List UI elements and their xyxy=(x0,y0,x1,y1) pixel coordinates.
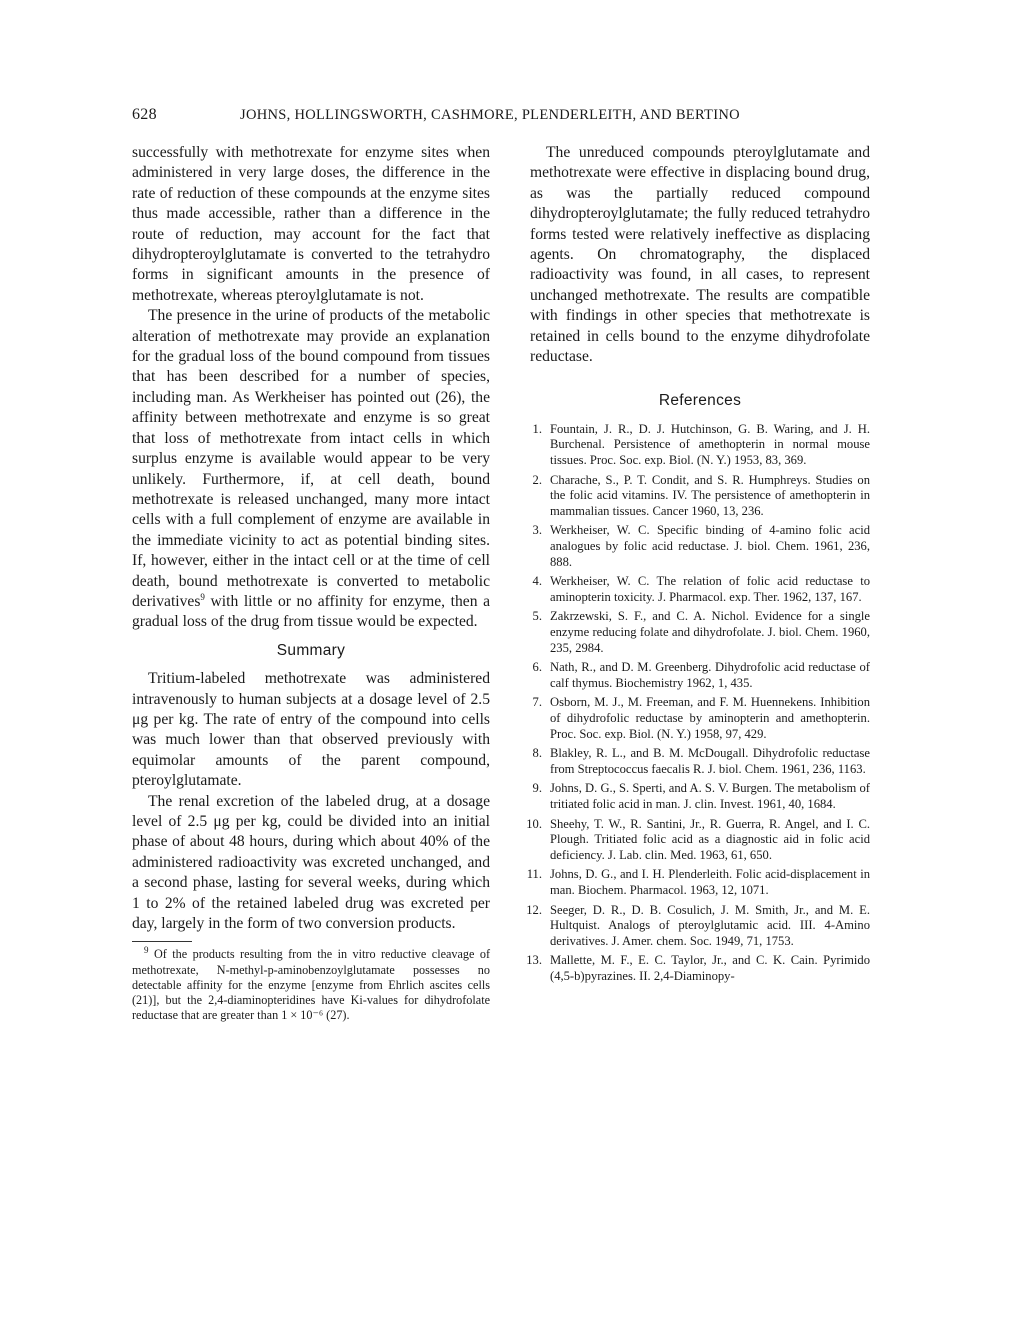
reference-text: Werkheiser, W. C. Specific binding of 4-amino folic acid analogues by folic acid reductase. J. biol. Chem. 1961, 236, 888. xyxy=(550,523,870,569)
reference-text: Johns, D. G., and I. H. Plenderleith. Folic acid-displacement in man. Biochem. Pharmacol. 1963, 12, 1071. xyxy=(550,867,870,897)
body-paragraph: successfully with methotrexate for enzyme sites when administered in very large doses, the difference in the rate of reduction of these compounds at the enzyme sites thus made accessible, rather than a difference in the route of reduction, may account for the fact that dihydropteroylglutamate is converted to the tetrahydro forms in significant amounts in the presence of methotrexate, whereas pteroylglutamate is not. xyxy=(132,144,490,304)
reference-item xyxy=(526,953,870,984)
reference-text: Johns, D. G., S. Sperti, and A. S. V. Burgen. The metabolism of tritiated folic acid in man. J. clin. Invest. 1961, 40, 1684. xyxy=(550,781,870,811)
references-heading: References xyxy=(658,392,742,410)
reference-number: 1. xyxy=(532,421,542,436)
summary-paragraph: Tritium-labeled methotrexate was administered intravenously to human subjects at a dosage level of 2.5 μg per kg. The rate of entry of the compound into cells was much lower than that observed previously with equimolar amounts of the parent compound, pteroylglutamate. xyxy=(132,670,490,790)
footnote xyxy=(132,947,490,1023)
footnote-marker: 9 xyxy=(144,945,149,956)
summary-paragraph: The renal excretion of the labeled drug, at a dosage level of 2.5 μg per kg, could be divided into an initial phase of about 48 hours, during which about 40% of the administered radioactivity was excreted unchanged, and a second phase, lasting for several weeks, during which 1 to 2% of the retained labeled drug was excreted per day, largely in the form of two conversion products. xyxy=(132,792,490,933)
left-column xyxy=(132,143,490,1023)
footnote-text: Of the products resulting from the in vitro reductive cleavage of methotrexate, N-methyl-p-aminobenzoylglutamate possesses no detectable affinity for the enzyme [enzyme from Ehrlich ascites cells (21)], but the 2,4-diaminopteridines have Ki-values for dihydrofolate reductase that are greater than 1 × 10⁻⁶ (27). xyxy=(132,947,491,1023)
reference-text: Werkheiser, W. C. The relation of folic acid reductase to aminopterin toxicity. J. Pharmacol. exp. Ther. 1962, 137, 167. xyxy=(550,574,870,604)
reference-text: Nath, R., and D. M. Greenberg. Dihydrofolic acid reductase of calf thymus. Biochemistry 1962, 1, 435. xyxy=(550,660,870,690)
reference-number: 10. xyxy=(526,816,542,831)
reference-item xyxy=(530,746,870,777)
reference-item xyxy=(530,695,870,742)
reference-text: Charache, S., P. T. Condit, and S. R. Humphreys. Studies on the folic acid vitamins. IV. The persistence of amethopterin in mammalian tissues. Cancer 1960, 13, 236. xyxy=(550,472,870,518)
page-number: 628 xyxy=(132,106,157,123)
reference-text: Seeger, D. R., D. B. Cosulich, J. M. Smith, Jr., and M. E. Hultquist. Analogs of pteroylglutamic acid. III. 4-Amino derivatives. J. Amer. chem. Soc. 1949, 71, 1753. xyxy=(550,902,870,948)
reference-item xyxy=(530,473,870,520)
references-list xyxy=(526,421,870,985)
reference-number: 2. xyxy=(532,472,542,487)
reference-number: 13. xyxy=(526,953,542,968)
right-column xyxy=(526,143,870,988)
reference-number: 8. xyxy=(532,746,542,761)
reference-item xyxy=(526,902,870,950)
reference-number: 6. xyxy=(532,660,542,675)
reference-item xyxy=(530,660,870,691)
footnote-divider xyxy=(132,941,192,942)
reference-item xyxy=(530,523,870,570)
reference-text: Osborn, M. J., M. Freeman, and F. M. Huennekens. Inhibition of dihydrofolic reductase by aminopterin and amethopterin. Proc. Soc. exp. Biol. (N. Y.) 1958, 97, 429. xyxy=(550,695,870,741)
reference-text: Fountain, J. R., D. J. Hutchinson, G. B. Waring, and J. H. Burchenal. Persistence of amethopterin in normal mouse tissues. Proc. Soc. exp. Biol. (N. Y.) 1953, 83, 369. xyxy=(550,421,870,468)
running-head-authors: JOHNS, HOLLINGSWORTH, CASHMORE, PLENDERLEITH, AND BERTINO xyxy=(240,107,740,123)
paragraph-text-continued: with little or no affinity for enzyme, then a gradual loss of the drug from tissue would be expected. xyxy=(132,592,491,631)
reference-item xyxy=(530,574,870,605)
reference-item xyxy=(526,867,870,898)
reference-number: 9. xyxy=(532,781,542,796)
running-head xyxy=(132,106,872,128)
body-paragraph: The unreduced compounds pteroylglutamate and methotrexate were effective in displacing bound drug, as was the partially reduced compound dihydropteroylglutamate; the fully reduced tetrahydro forms tested were relatively ineffective as displacing agents. On chromatography, the displaced radioactivity was found, in all cases, to represent unchanged methotrexate. The results are compatible with findings in other species that methotrexate is retained in cells bound to the enzyme dihydrofolate reductase. xyxy=(530,144,870,366)
reference-text: Blakley, R. L., and B. M. McDougall. Dihydrofolic reductase from Streptococcus faecalis R. J. biol. Chem. 1961, 236, 1163. xyxy=(550,746,870,776)
paragraph-text: The presence in the urine of products of the metabolic alteration of methotrexate may provide an explanation for the gradual loss of the bound compound from tissues that has been described for a number of species, including man. As Werkheiser has pointed out (26), the affinity between methotrexate and enzyme is so great that loss of methotrexate from intact cells in which surplus enzyme is available would appear to be very unlikely. Furthermore, if, at cell death, bound methotrexate is released unchanged, many more intact cells with a full complement of enzyme are available in the immediate vicinity to act as potential binding sites. If, however, either in the intact cell or at the time of cell death, bound methotrexate is converted to metabolic derivatives xyxy=(132,307,490,610)
reference-text: Sheehy, T. W., R. Santini, Jr., R. Guerra, R. Angel, and I. C. Plough. Tritiated folic acid as a diagnostic aid in folic acid deficiency. J. Lab. clin. Med. 1963, 61, 650. xyxy=(550,816,870,862)
reference-number: 5. xyxy=(532,609,542,624)
reference-item xyxy=(530,422,870,469)
reference-item xyxy=(526,816,870,864)
reference-item xyxy=(530,781,870,812)
reference-item xyxy=(530,609,870,656)
reference-text: Zakrzewski, S. F., and C. A. Nichol. Evidence for a single enzyme reducing folate and dihydrofolate. J. biol. Chem. 1960, 235, 2984. xyxy=(550,609,870,655)
reference-number: 11. xyxy=(526,867,542,882)
reference-number: 12. xyxy=(526,902,542,917)
summary-section xyxy=(132,669,490,934)
reference-number: 7. xyxy=(532,695,542,710)
footnote-reference: 9 xyxy=(200,591,205,602)
body-paragraph xyxy=(132,306,490,633)
reference-number: 3. xyxy=(532,523,542,538)
reference-text: Mallette, M. F., E. C. Taylor, Jr., and C. K. Cain. Pyrimido (4,5-b)pyrazines. II. 2,4-Diaminopy- xyxy=(550,953,870,983)
summary-heading: Summary xyxy=(276,641,346,659)
reference-number: 4. xyxy=(532,574,542,589)
